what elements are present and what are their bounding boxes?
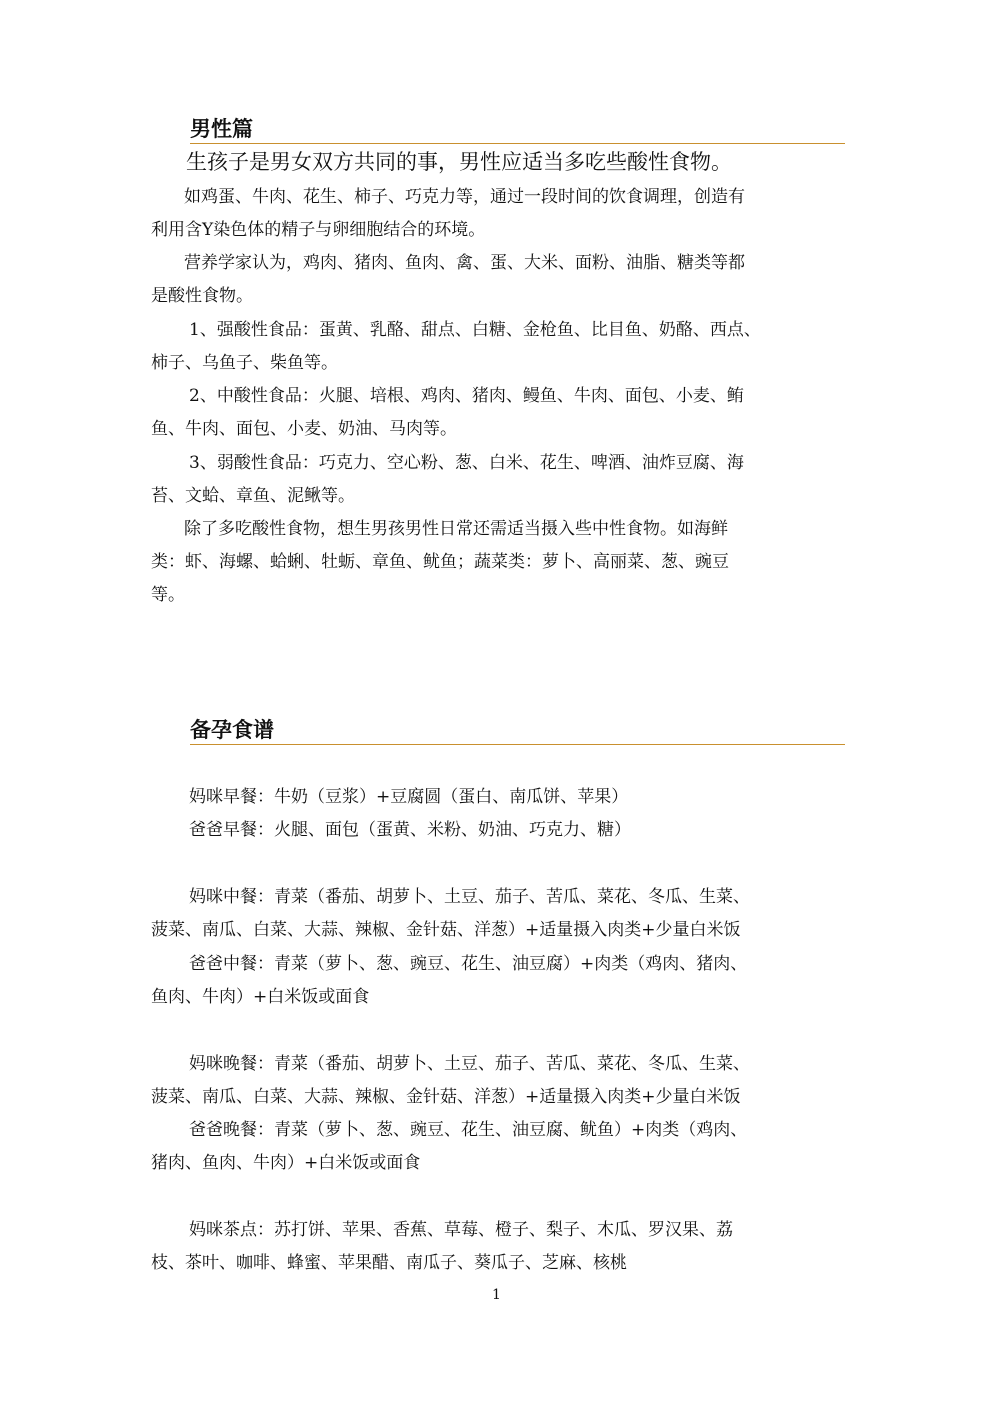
text-line: 1、强酸性食品：蛋黄、乳酪、甜点、白糖、金枪鱼、比目鱼、奶酪、西点、	[189, 320, 761, 340]
text-line: 爸爸中餐：青菜（萝卜、葱、豌豆、花生、油豆腐）+肉类（鸡肉、猪肉、	[189, 954, 748, 974]
text-line: 爸爸晚餐：青菜（萝卜、葱、豌豆、花生、油豆腐、鱿鱼）+肉类（鸡肉、	[189, 1120, 748, 1140]
text-line: 如鸡蛋、牛肉、花生、柿子、巧克力等，通过一段时间的饮食调理，创造有	[184, 187, 745, 207]
text-line: 苔、文蛤、章鱼、泥鳅等。	[151, 486, 355, 506]
text-line: 利用含Y染色体的精子与卵细胞结合的环境。	[151, 220, 486, 240]
section-heading-recipes: 备孕食谱	[190, 717, 845, 745]
text-line: 除了多吃酸性食物，想生男孩男性日常还需适当摄入些中性食物。如海鲜	[184, 519, 728, 539]
text-line: 3、弱酸性食品：巧克力、空心粉、葱、白米、花生、啤酒、油炸豆腐、海	[189, 453, 744, 473]
mom-dinner-block	[151, 1048, 851, 1114]
text-line: 类：虾、海螺、蛤蜊、牡蛎、章鱼、鱿鱼；蔬菜类：萝卜、高丽菜、葱、豌豆	[151, 552, 729, 572]
text-line: 2、中酸性食品：火腿、培根、鸡肉、猪肉、鳗鱼、牛肉、面包、小麦、鲔	[189, 386, 744, 406]
text-line: 是酸性食物。	[151, 286, 253, 306]
paragraph-5	[151, 447, 851, 513]
text-line: 营养学家认为，鸡肉、猪肉、鱼肉、禽、蛋、大米、面粉、油脂、糖类等都	[184, 253, 745, 273]
text-line: 柿子、乌鱼子、柴鱼等。	[151, 353, 338, 373]
text-line: 妈咪晚餐：青菜（番茄、胡萝卜、土豆、茄子、苦瓜、菜花、冬瓜、生菜、	[189, 1054, 750, 1074]
text-line: 鱼、牛肉、面包、小麦、奶油、马肉等。	[151, 419, 457, 439]
text-line: 菠菜、南瓜、白菜、大蒜、辣椒、金针菇、洋葱）+适量摄入肉类+少量白米饭	[151, 1087, 741, 1107]
dad-lunch-block	[151, 948, 851, 1014]
paragraph-1	[151, 181, 851, 247]
breakfast-block	[151, 781, 851, 847]
section-heading-male: 男性篇	[190, 116, 845, 144]
dad-dinner-block	[151, 1114, 851, 1180]
text-line: 妈咪早餐：牛奶（豆浆）+豆腐圆（蛋白、南瓜饼、苹果）	[189, 787, 629, 807]
text-line: 菠菜、南瓜、白菜、大蒜、辣椒、金针菇、洋葱）+适量摄入肉类+少量白米饭	[151, 920, 741, 940]
text-line: 等。	[151, 585, 185, 605]
paragraph-2	[151, 247, 851, 313]
text-line: 妈咪中餐：青菜（番茄、胡萝卜、土豆、茄子、苦瓜、菜花、冬瓜、生菜、	[189, 887, 750, 907]
paragraph-3	[151, 314, 851, 380]
mom-tea-block	[151, 1214, 851, 1280]
paragraph-6	[151, 513, 851, 612]
text-line: 枝、茶叶、咖啡、蜂蜜、苹果醋、南瓜子、葵瓜子、芝麻、核桃	[151, 1253, 627, 1273]
text-line: 爸爸早餐：火腿、面包（蛋黄、米粉、奶油、巧克力、糖）	[189, 820, 631, 840]
lead-sentence: 生孩子是男女双方共同的事，男性应适当多吃些酸性食物。	[186, 150, 732, 174]
text-line: 猪肉、鱼肉、牛肉）+白米饭或面食	[151, 1153, 421, 1173]
text-line: 鱼肉、牛肉）+白米饭或面食	[151, 987, 370, 1007]
page-number: 1	[492, 1287, 501, 1303]
paragraph-4	[151, 380, 851, 446]
mom-lunch-block	[151, 881, 851, 947]
text-line: 妈咪茶点：苏打饼、苹果、香蕉、草莓、橙子、梨子、木瓜、罗汉果、荔	[189, 1220, 733, 1240]
